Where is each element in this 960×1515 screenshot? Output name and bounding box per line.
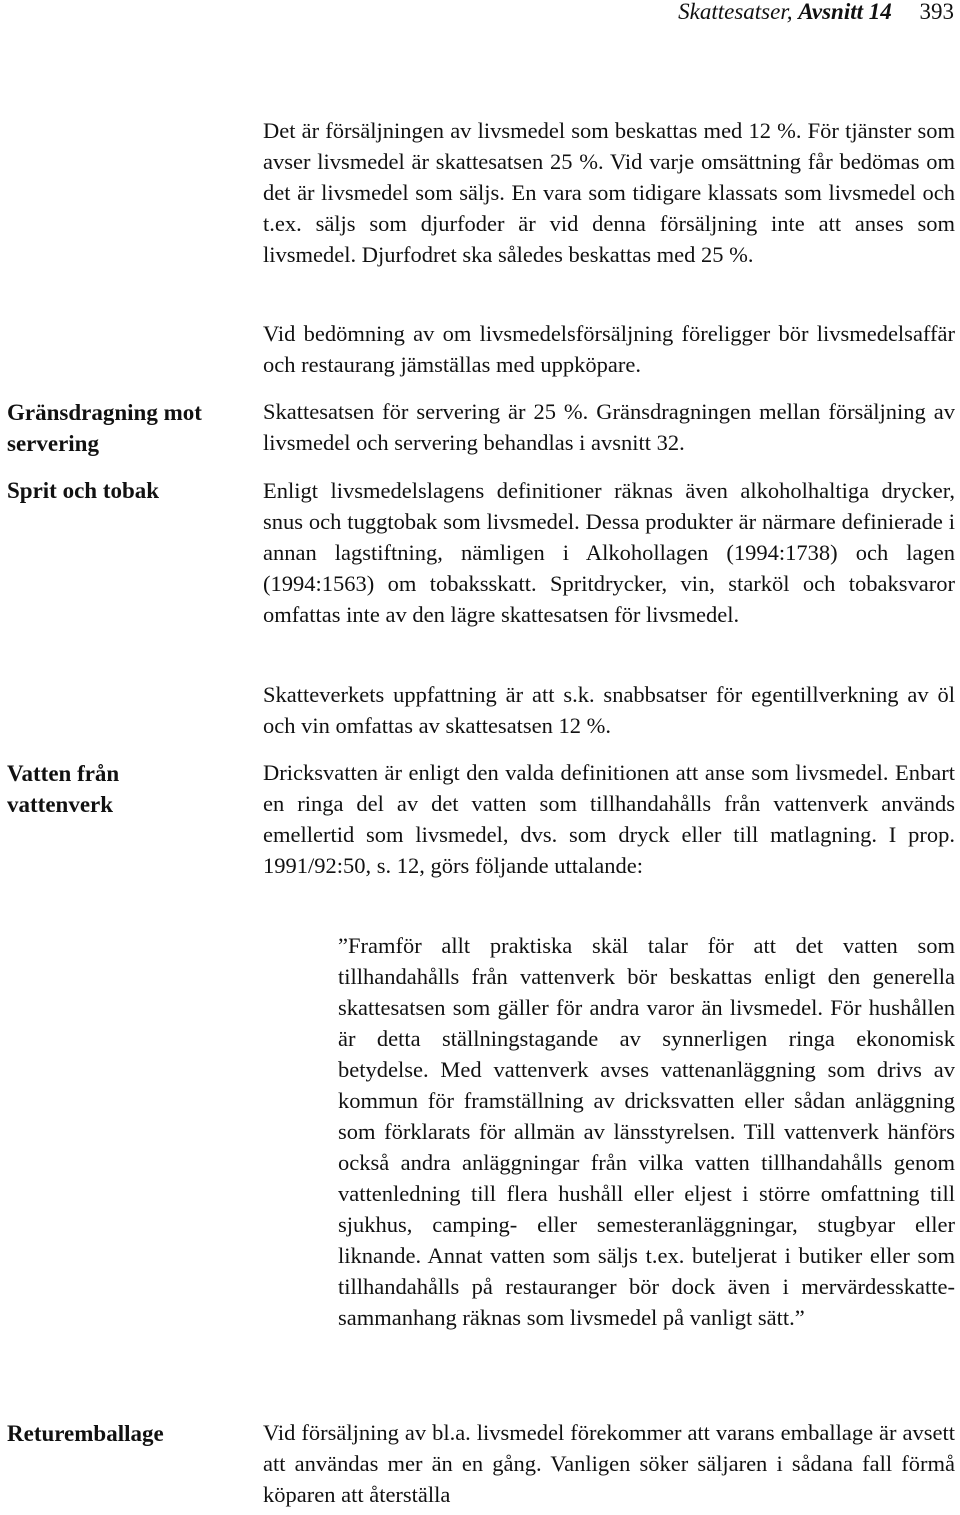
quote-prop-1991-92-50: ”Framför allt praktiska skäl talar för att det vatten som tillhandahålls från vattenverk bör beskattas enligt den generella skattesatsen som gäller för andra varor än livsmedel. För hushållen är detta ställningstagande av synnerligen ringa ekonomisk betydelse. Med vattenverk avses vattenanläggning som drivs av kommun för framställning av dricksvatten eller sådan anläggning som förklarats för allmän av länsstyrelsen. Till vattenverk hänförs också andra anläggningar från vilka vatten tillhandahålls genom vattenledning till flera hushåll eller eljest i större omfattning till sjukhus, camping- eller semesteranläggningar, stugbyar eller liknande. Annat vatten som säljs t.ex. buteljerat i butiker eller som tillhandahålls på restauranger bör dock även i mervärdesskattesammanhang räknas som livsmedel på vanligt sätt.” bbox=[338, 933, 955, 1330]
margin-heading-vatten-fran-vattenverk: Vatten från vattenverk bbox=[7, 761, 120, 817]
paragraph-snabbsatser: Skatteverkets uppfattning är att s.k. snabbsatser för egentillverkning av öl och vin omfattas av skattesatsen 12 %. bbox=[263, 682, 955, 738]
header-title: Skattesatser, bbox=[678, 0, 793, 24]
paragraph-servering: Skattesatsen för servering är 25 %. Gränsdragningen mellan försäljning av livsmedel och servering behandlas i avsnitt 32. bbox=[263, 399, 955, 455]
margin-heading-returemballage: Returemballage bbox=[7, 1421, 164, 1446]
margin-heading-sprit-och-tobak: Sprit och tobak bbox=[7, 478, 160, 503]
margin-heading-gransdragning: Gränsdragning mot servering bbox=[7, 400, 202, 456]
running-header bbox=[678, 0, 954, 24]
paragraph-returemballage: Vid försäljning av bl.a. livsmedel förekommer att varans emballage är avsett att användas mer än en gång. Vanligen söker säljaren i sådana fall förmå köparen att återställa bbox=[263, 1420, 955, 1507]
paragraph-livsmedel-skattesats: Det är försäljningen av livsmedel som beskattas med 12 %. För tjänster som avser livsmedel är skattesatsen 25 %. Vid varje omsättning får bedömas om det är livsmedel som säljs. En vara som tidigare klassats som livsmedel och t.ex. säljs som djurfoder är vid denna försäljning inte att anses som livsmedel. Djurfodret ska således beskattas med 25 %. bbox=[263, 118, 955, 267]
paragraph-dricksvatten: Dricksvatten är enligt den valda definitionen att anse som livsmedel. Enbart en ringa del av det vatten som tillhandahålls från vattenverk används emellertid som livsmedel, dvs. som dryck eller till matlagning. I prop. 1991/92:50, s. 12, görs följande uttalande: bbox=[263, 760, 955, 878]
paragraph-sprit-och-tobak: Enligt livsmedelslagens definitioner räknas även alkoholhaltiga drycker, snus och tuggtobak som livsmedel. Dessa produkter är närmare definierade i annan lagstiftning, nämligen i Alkohollagen (1994:1738) och lagen (1994:1563) om tobaksskatt. Spritdrycker, vin, starköl och tobaksvaror omfattas inte av den lägre skattesatsen för livsmedel. bbox=[263, 478, 955, 627]
page-number: 393 bbox=[919, 0, 954, 24]
paragraph-bedomning: Vid bedömning av om livsmedelsförsäljning föreligger bör livsmedelsaffär och restaurang jämställas med uppköpare. bbox=[263, 321, 955, 377]
header-section: Avsnitt 14 bbox=[798, 0, 892, 24]
